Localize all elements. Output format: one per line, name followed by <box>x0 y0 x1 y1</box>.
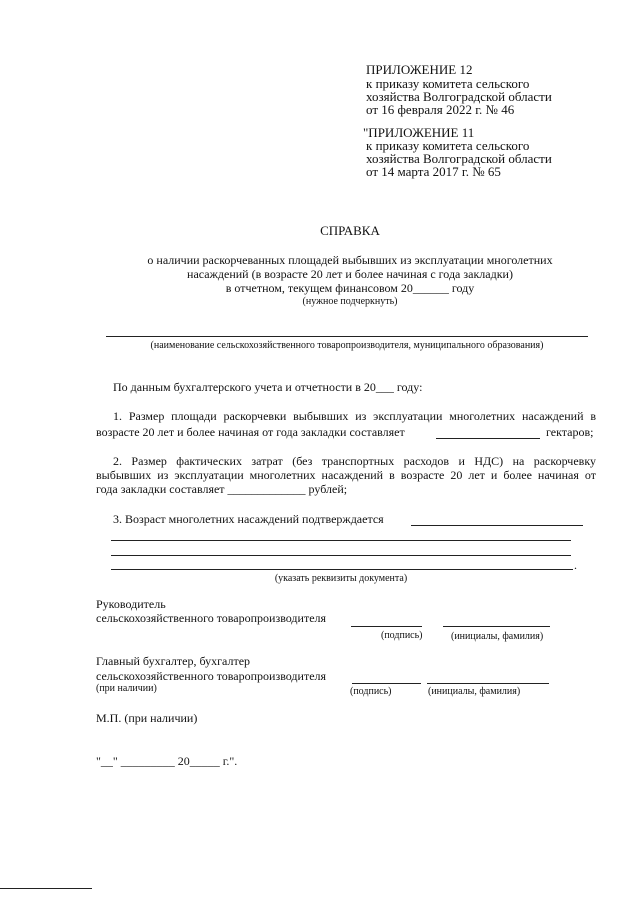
accountant-sign-hint: (подпись) <box>350 686 392 697</box>
age-proof-field-4[interactable] <box>111 569 573 570</box>
org-name-hint: (наименование сельскохозяйственного товаропроизводителя, муниципального образования) <box>150 340 544 351</box>
seal-note: М.П. (при наличии) <box>96 711 198 725</box>
appendix12-line1: к приказу комитета сельского <box>366 76 530 91</box>
p1-line2-unit: гектаров; <box>546 425 594 439</box>
p2-line2: выбывших из эксплуатации многолетних насаждений в возрасте 20 лет и более начиная от <box>96 468 596 482</box>
appendix11-line3: от 14 марта 2017 г. № 65 <box>366 164 501 179</box>
date-line: "__" _________ 20_____ г.". <box>96 754 238 768</box>
p3-end-mark: . <box>574 558 577 572</box>
org-name-field[interactable] <box>106 336 588 337</box>
p3-line1: 3. Возраст многолетних насаждений подтверждается <box>113 512 384 526</box>
p1-line2: возрасте 20 лет и более начиная от года закладки составляет <box>96 425 405 439</box>
p3-hint: (указать реквизиты документа) <box>274 573 408 584</box>
accountant-signature-field[interactable] <box>352 683 421 684</box>
footnote-separator <box>0 888 92 889</box>
appendix11-line2: хозяйства Волгоградской области <box>366 151 552 166</box>
doc-subtitle-1: о наличии раскорчеванных площадей выбывших из эксплуатации многолетних <box>147 253 553 267</box>
p2-line3: года закладки составляет _____________ рублей; <box>96 482 348 496</box>
area-field[interactable] <box>436 438 540 439</box>
accountant-label-1: Главный бухгалтер, бухгалтер <box>96 654 251 668</box>
accountant-name-hint: (инициалы, фамилия) <box>428 686 521 697</box>
head-name-field[interactable] <box>443 626 550 627</box>
p2-line1: 2. Размер фактических затрат (без транспортных расходов и НДС) на раскорчевку <box>113 454 596 468</box>
appendix12-line3: от 16 февраля 2022 г. № 46 <box>366 102 515 117</box>
appendix11-line1: к приказу комитета сельского <box>366 138 530 153</box>
age-proof-field-2[interactable] <box>111 540 571 541</box>
appendix11-title: "ПРИЛОЖЕНИЕ 11 <box>363 125 475 140</box>
p1-line1: 1. Размер площади раскорчевки выбывших из эксплуатации многолетних насаждений в <box>113 409 596 423</box>
accountant-name-field[interactable] <box>427 683 549 684</box>
accountant-label-2: сельскохозяйственного товаропроизводителя <box>96 669 327 683</box>
head-label-2: сельскохозяйственного товаропроизводителя <box>96 611 327 625</box>
head-name-hint: (инициалы, фамилия) <box>451 631 544 642</box>
accountant-note: (при наличии) <box>96 683 157 694</box>
head-signature-field[interactable] <box>351 626 422 627</box>
head-label-1: Руководитель <box>96 597 166 611</box>
appendix12-title: ПРИЛОЖЕНИЕ 12 <box>366 62 473 77</box>
appendix12-line2: хозяйства Волгоградской области <box>366 89 552 104</box>
doc-subtitle-2: насаждений (в возрасте 20 лет и более начиная с года закладки) <box>187 267 513 281</box>
age-proof-field-1[interactable] <box>411 525 583 526</box>
underline-hint: (нужное подчеркнуть) <box>302 296 398 307</box>
intro-text: По данным бухгалтерского учета и отчетности в 20___ году: <box>113 380 423 394</box>
head-sign-hint: (подпись) <box>381 630 423 641</box>
doc-subtitle-3: в отчетном, текущем финансовом 20______ году <box>225 281 475 295</box>
doc-title: СПРАВКА <box>320 223 380 238</box>
age-proof-field-3[interactable] <box>111 555 571 556</box>
